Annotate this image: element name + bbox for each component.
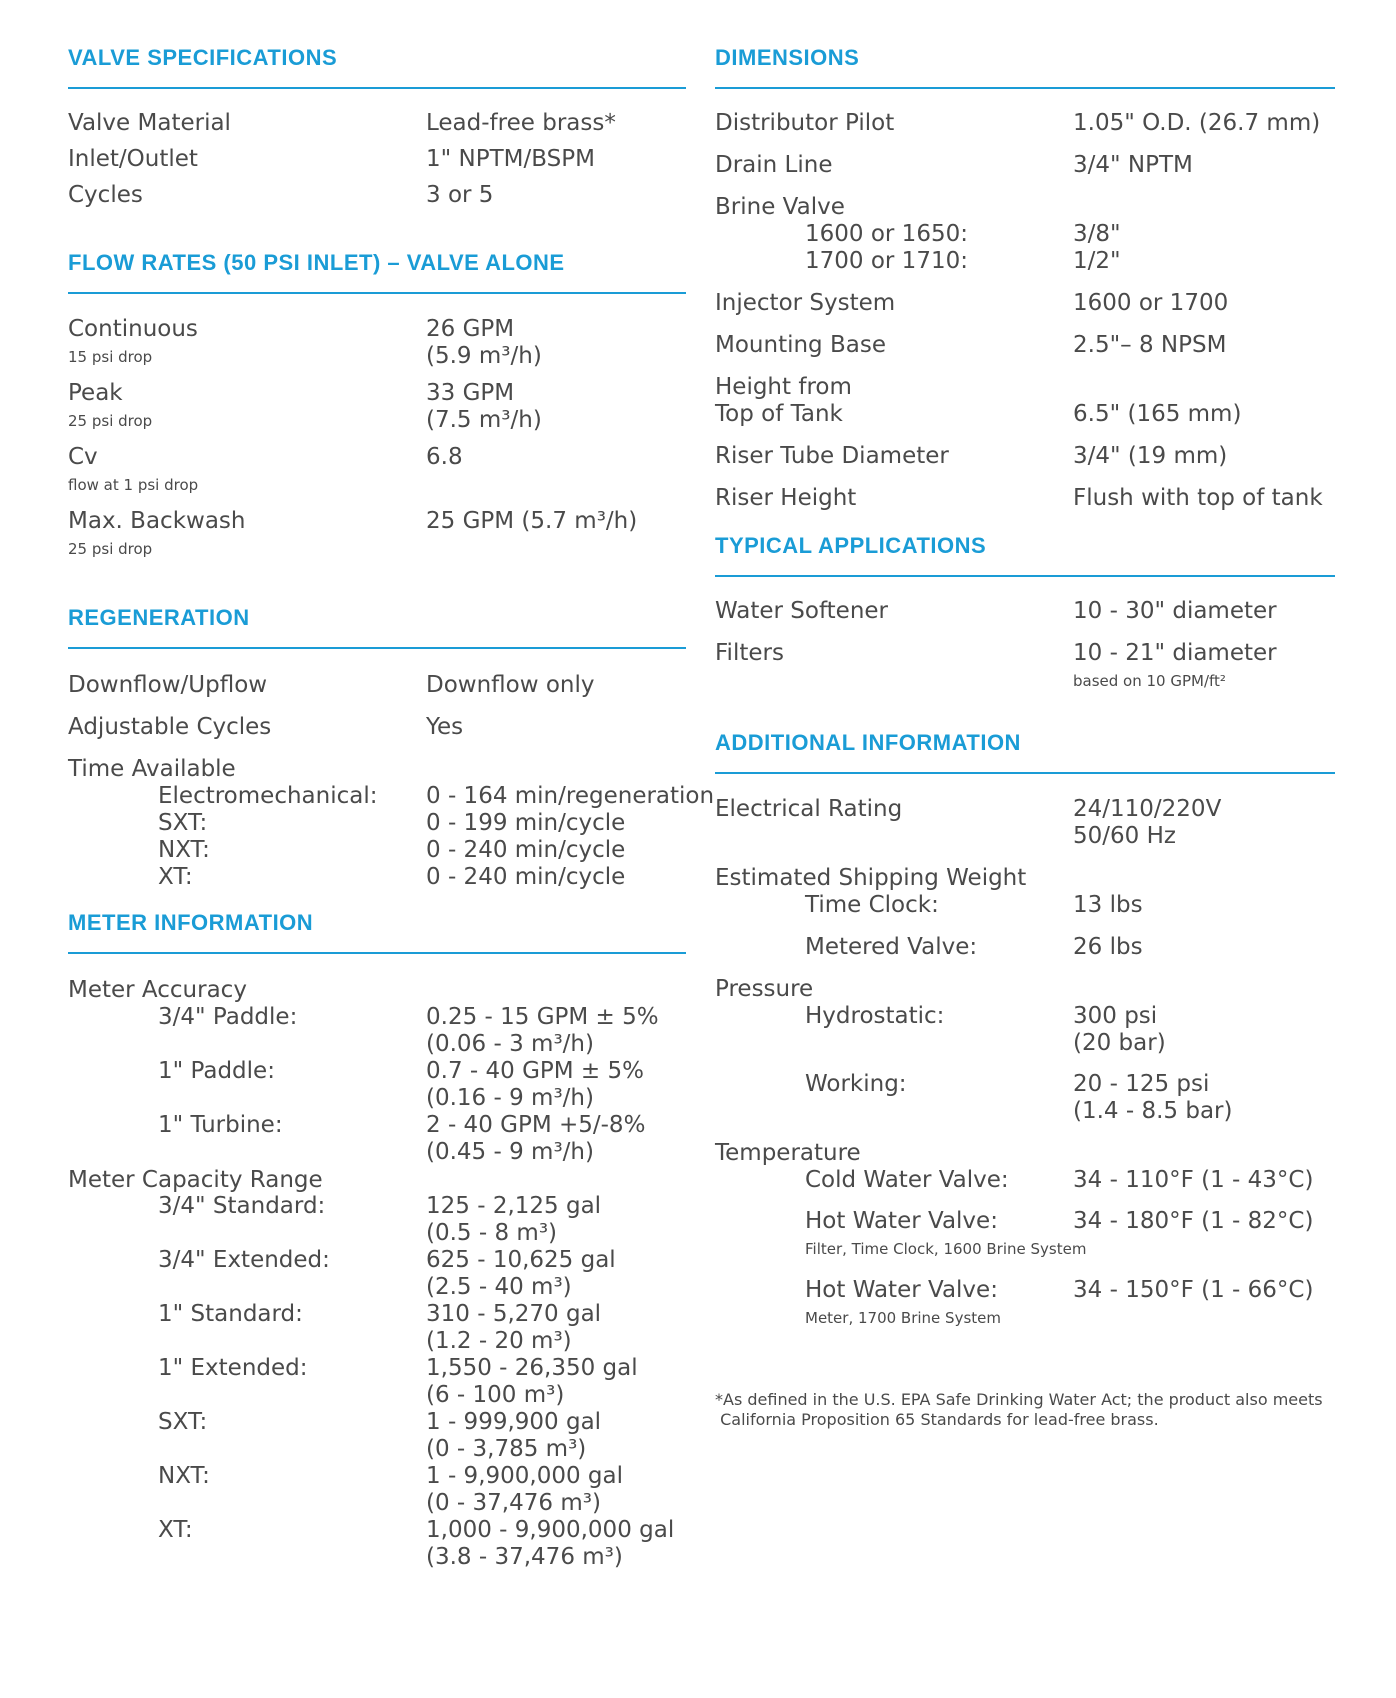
spec-sublabel: 1" Turbine: xyxy=(158,1112,283,1138)
footnote-line: *As defined in the U.S. EPA Safe Drinking Water Act; the product also meets xyxy=(715,1390,1323,1409)
spec-sublabel: NXT: xyxy=(158,1463,210,1489)
section-title: TYPICAL APPLICATIONS xyxy=(715,533,987,558)
footnote-line: California Proposition 65 Standards for lead-free brass. xyxy=(715,1410,1159,1429)
spec-value: 13 lbs xyxy=(1073,892,1143,918)
spec-sublabel: Hot Water Valve: xyxy=(805,1208,998,1234)
valve-specifications-section xyxy=(68,44,686,89)
dimensions-section xyxy=(715,44,1335,89)
section-divider xyxy=(68,87,686,89)
spec-value: 1600 or 1700 xyxy=(1073,290,1229,316)
spec-label: Water Softener xyxy=(715,598,889,624)
section-divider xyxy=(715,575,1335,577)
additional-information-section xyxy=(715,729,1335,774)
spec-label: Pressure xyxy=(715,976,814,1002)
typical-applications-section xyxy=(715,532,1335,577)
spec-value-secondary: (0 - 37,476 m³) xyxy=(426,1490,601,1516)
spec-note: flow at 1 psi drop xyxy=(68,476,199,494)
spec-value: Flush with top of tank xyxy=(1073,485,1323,511)
section-title: VALVE SPECIFICATIONS xyxy=(68,45,338,70)
spec-value-secondary: 50/60 Hz xyxy=(1073,823,1176,849)
spec-value: 1" NPTM/BSPM xyxy=(426,146,595,172)
spec-label: Downflow/Upflow xyxy=(68,672,268,698)
spec-value-secondary: (0 - 3,785 m³) xyxy=(426,1436,587,1462)
spec-sublabel: Cold Water Valve: xyxy=(805,1167,1009,1193)
spec-value: 3/8" xyxy=(1073,221,1121,247)
spec-label: Max. Backwash xyxy=(68,508,246,534)
spec-value-secondary: (0.45 - 9 m³/h) xyxy=(426,1139,594,1165)
spec-value-secondary: (0.06 - 3 m³/h) xyxy=(426,1031,594,1057)
spec-label: Injector System xyxy=(715,290,896,316)
spec-value: 1,000 - 9,900,000 gal xyxy=(426,1517,675,1543)
section-title: METER INFORMATION xyxy=(68,910,314,935)
spec-value: 0 - 164 min/regeneration xyxy=(426,783,715,809)
spec-label: Time Available xyxy=(68,756,236,782)
spec-value: 34 - 110°F (1 - 43°C) xyxy=(1073,1167,1314,1193)
spec-value: Lead-free brass* xyxy=(426,110,616,136)
spec-sublabel: 3/4" Standard: xyxy=(158,1193,326,1219)
spec-value: 0.7 - 40 GPM ± 5% xyxy=(426,1058,644,1084)
spec-note: Filter, Time Clock, 1600 Brine System xyxy=(805,1240,1087,1258)
section-title: REGENERATION xyxy=(68,605,250,630)
spec-label: Height from xyxy=(715,374,852,400)
spec-label: Adjustable Cycles xyxy=(68,714,272,740)
spec-label: Mounting Base xyxy=(715,332,886,358)
spec-note: Meter, 1700 Brine System xyxy=(805,1309,1001,1327)
section-divider xyxy=(715,772,1335,774)
spec-value: 2 - 40 GPM +5/-8% xyxy=(426,1112,646,1138)
spec-value: 20 - 125 psi xyxy=(1073,1071,1210,1097)
spec-label: Riser Height xyxy=(715,485,857,511)
spec-sublabel: 1600 or 1650: xyxy=(805,221,968,247)
spec-sublabel: XT: xyxy=(158,864,193,890)
spec-sublabel: Electromechanical: xyxy=(158,783,378,809)
section-divider xyxy=(68,647,686,649)
spec-note: based on 10 GPM/ft² xyxy=(1073,672,1226,690)
spec-value: 6.5" (165 mm) xyxy=(1073,401,1242,427)
spec-value: 0 - 240 min/cycle xyxy=(426,864,626,890)
spec-sublabel: 1" Extended: xyxy=(158,1355,308,1381)
spec-label: Filters xyxy=(715,640,784,666)
spec-label: Brine Valve xyxy=(715,194,845,220)
spec-value: 25 GPM (5.7 m³/h) xyxy=(426,508,638,534)
spec-label: Meter Accuracy xyxy=(68,977,247,1003)
spec-value-secondary: (1.4 - 8.5 bar) xyxy=(1073,1098,1233,1124)
spec-label: Valve Material xyxy=(68,110,231,136)
regeneration-section xyxy=(68,604,686,649)
spec-value: 1/2" xyxy=(1073,248,1121,274)
spec-label: Electrical Rating xyxy=(715,796,903,822)
spec-value: 33 GPM xyxy=(426,380,515,406)
spec-sublabel: Hot Water Valve: xyxy=(805,1277,998,1303)
section-title: DIMENSIONS xyxy=(715,45,860,70)
spec-value: 26 lbs xyxy=(1073,934,1143,960)
spec-sublabel: XT: xyxy=(158,1517,193,1543)
spec-sublabel: SXT: xyxy=(158,1409,208,1435)
spec-note: 25 psi drop xyxy=(68,540,153,558)
spec-value: 310 - 5,270 gal xyxy=(426,1301,602,1327)
spec-label: Peak xyxy=(68,380,123,406)
spec-value-secondary: (20 bar) xyxy=(1073,1030,1166,1056)
spec-value: 6.8 xyxy=(426,444,463,470)
spec-label: Riser Tube Diameter xyxy=(715,443,949,469)
spec-sublabel: Working: xyxy=(805,1071,907,1097)
spec-value: 1 - 9,900,000 gal xyxy=(426,1463,624,1489)
spec-sublabel: 1" Standard: xyxy=(158,1301,303,1327)
spec-value: 2.5"– 8 NPSM xyxy=(1073,332,1227,358)
spec-sublabel: Metered Valve: xyxy=(805,934,978,960)
spec-value: 0 - 240 min/cycle xyxy=(426,837,626,863)
spec-label: Inlet/Outlet xyxy=(68,146,198,172)
spec-sublabel: NXT: xyxy=(158,837,210,863)
spec-sublabel: Time Clock: xyxy=(805,892,939,918)
spec-label-line2: Top of Tank xyxy=(715,401,843,427)
spec-value-secondary: (2.5 - 40 m³) xyxy=(426,1274,572,1300)
spec-note: 25 psi drop xyxy=(68,412,153,430)
spec-value-secondary: (0.5 - 8 m³) xyxy=(426,1220,558,1246)
spec-value: 300 psi xyxy=(1073,1003,1158,1029)
section-divider xyxy=(68,952,686,954)
footnote xyxy=(715,1390,1335,1430)
spec-label: Meter Capacity Range xyxy=(68,1167,323,1193)
spec-value: Yes xyxy=(426,714,464,740)
spec-sublabel: 1700 or 1710: xyxy=(805,248,968,274)
spec-sublabel: Hydrostatic: xyxy=(805,1003,945,1029)
spec-value: 3/4" (19 mm) xyxy=(1073,443,1228,469)
spec-value: 10 - 21" diameter xyxy=(1073,640,1277,666)
spec-label: Temperature xyxy=(715,1140,861,1166)
spec-value: 24/110/220V xyxy=(1073,796,1222,822)
flow-rates-section xyxy=(68,249,686,294)
meter-information-section xyxy=(68,909,686,954)
spec-value: 3/4" NPTM xyxy=(1073,152,1193,178)
spec-value-secondary: (5.9 m³/h) xyxy=(426,343,542,369)
section-divider xyxy=(715,87,1335,89)
spec-value: 1.05" O.D. (26.7 mm) xyxy=(1073,110,1321,136)
spec-value: 0.25 - 15 GPM ± 5% xyxy=(426,1004,659,1030)
spec-sublabel: 3/4" Paddle: xyxy=(158,1004,298,1030)
spec-value: 1,550 - 26,350 gal xyxy=(426,1355,638,1381)
spec-value: 34 - 150°F (1 - 66°C) xyxy=(1073,1277,1314,1303)
spec-value-secondary: (3.8 - 37,476 m³) xyxy=(426,1544,623,1570)
spec-value: 10 - 30" diameter xyxy=(1073,598,1277,624)
section-divider xyxy=(68,292,686,294)
spec-sublabel: 1" Paddle: xyxy=(158,1058,275,1084)
spec-value: 1 - 999,900 gal xyxy=(426,1409,602,1435)
spec-label: Distributor Pilot xyxy=(715,110,895,136)
spec-value-secondary: (1.2 - 20 m³) xyxy=(426,1328,572,1354)
spec-value: 125 - 2,125 gal xyxy=(426,1193,602,1219)
spec-sublabel: SXT: xyxy=(158,810,208,836)
spec-value: 625 - 10,625 gal xyxy=(426,1247,616,1273)
spec-label: Drain Line xyxy=(715,152,833,178)
spec-value: 26 GPM xyxy=(426,316,515,342)
spec-value-secondary: (6 - 100 m³) xyxy=(426,1382,565,1408)
spec-label: Continuous xyxy=(68,316,198,342)
spec-label: Cycles xyxy=(68,182,143,208)
spec-note: 15 psi drop xyxy=(68,348,153,366)
spec-value: 3 or 5 xyxy=(426,182,494,208)
spec-value-secondary: (0.16 - 9 m³/h) xyxy=(426,1085,594,1111)
spec-value: Downflow only xyxy=(426,672,595,698)
section-title: ADDITIONAL INFORMATION xyxy=(715,730,1021,755)
spec-value: 0 - 199 min/cycle xyxy=(426,810,626,836)
spec-sublabel: 3/4" Extended: xyxy=(158,1247,330,1273)
spec-label: Estimated Shipping Weight xyxy=(715,865,1027,891)
spec-value-secondary: (7.5 m³/h) xyxy=(426,407,542,433)
section-title: FLOW RATES (50 PSI INLET) – VALVE ALONE xyxy=(68,250,565,275)
spec-value: 34 - 180°F (1 - 82°C) xyxy=(1073,1208,1314,1234)
spec-label: Cv xyxy=(68,444,98,470)
